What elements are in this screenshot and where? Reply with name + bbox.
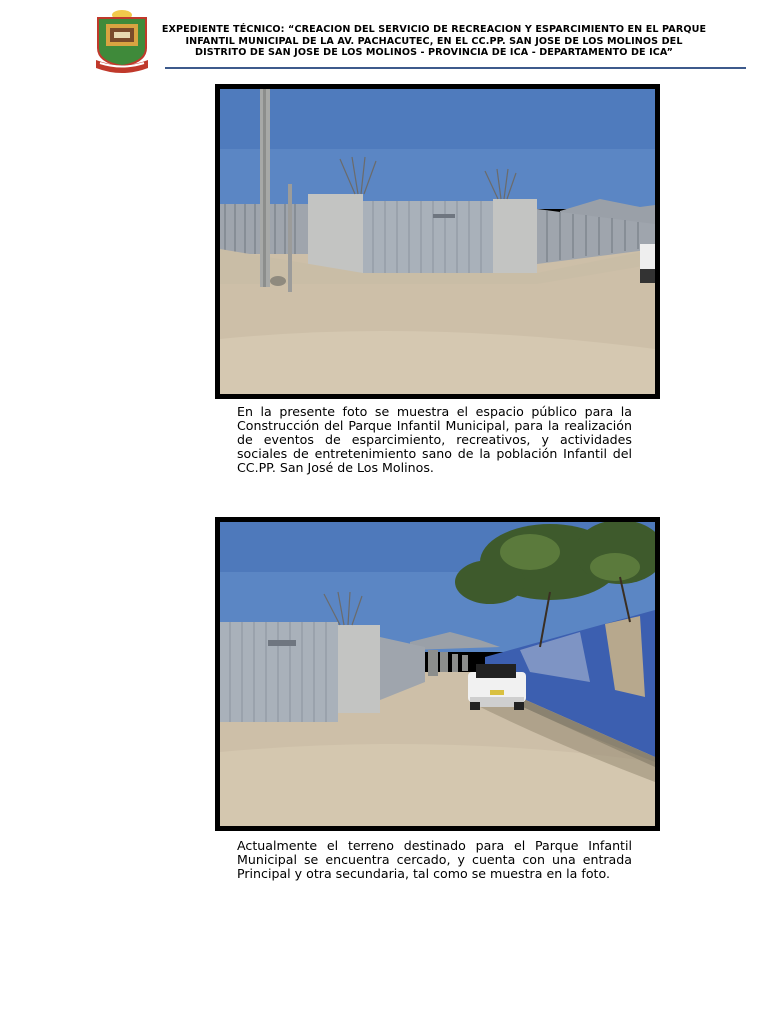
site-photo-front-gate [215,84,660,399]
site-photo-street-view [215,517,660,831]
document-header [0,0,768,78]
municipal-coat-of-arms-icon [92,8,152,76]
document-title: EXPEDIENTE TÉCNICO: “CREACION DEL SERVICIO DE RECREACION Y ESPARCIMIENTO EN EL PARQUE INFANTIL MUNICIPAL DE LA AV. PACHACUTEC, EN EL CC.PP. SAN JOSE DE LOS MOLINOS DEL DISTRITO DE SAN JOSE DE LOS MOLINOS - PROVINCIA DE ICA - DEPARTAMENTO DE ICA” [161,24,707,58]
photo-caption-2: Actualmente el terreno destinado para el Parque Infantil Municipal se encuentra cercado, y cuenta con una entrada Principal y otra secundaria, tal como se muestra en la foto. [237,838,632,881]
photo-caption-1: En la presente foto se muestra el espacio público para la Construcción del Parque Infantil Municipal, para la realización de eventos de esparcimiento, recreativos, y actividades sociales de entretenimiento sano de la población Infantil del CC.PP. San José de Los Molinos. [237,404,632,475]
header-divider [165,67,746,69]
